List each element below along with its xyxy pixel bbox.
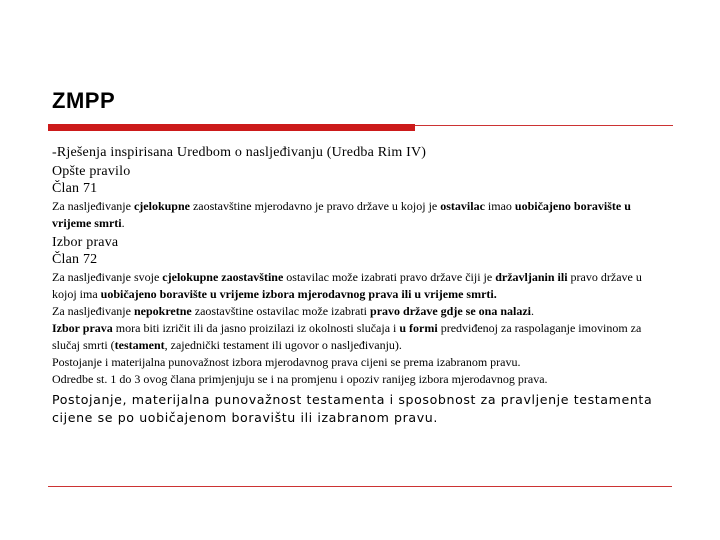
section-heading-choice-of-law: Izbor prava: [52, 235, 119, 250]
art71-text-3: imao: [484, 199, 515, 213]
article-label-71: Član 71: [52, 181, 98, 196]
art72a-bold-2: državljanin ili: [495, 270, 568, 284]
art72a-bold-1: cjelokupne zaostavštine: [162, 270, 284, 284]
art71-text-2: zaostavštine mjerodavno je pravo države u kojoj je: [189, 199, 441, 213]
art71-text-4: .: [121, 216, 125, 230]
subtitle-line: -Rješenja inspirisana Uredbom o nasljeđivanju (Uredba Rim IV): [52, 145, 427, 160]
article-72-paragraph-5: Odredbe st. 1 do 3 ovog člana primjenjuju se i na promjenu i opoziv ranijeg izbora mjerodavnog prava.: [52, 372, 548, 386]
bottom-rule-line: [48, 486, 672, 487]
article-72-paragraph-4: Postojanje i materijalna punovažnost izbora mjerodavnog prava cijeni se prema izabranom pravu.: [52, 355, 521, 369]
art72c-text-2: predviđenoj za raspolaganje imovinom za slučaj smrti (: [52, 321, 642, 352]
section-heading-general-rule: Opšte pravilo: [52, 164, 131, 179]
art71-bold-3: uobičajeno boravište u vrijeme smrti: [52, 199, 631, 230]
article-72-paragraph-1: [52, 269, 662, 303]
art72b-text-1: Za nasljeđivanje: [52, 304, 134, 318]
art71-bold-2: ostavilac: [440, 199, 485, 213]
slide-title: ZMPP: [52, 88, 116, 113]
art72c-bold-2: u formi: [399, 321, 438, 335]
title-rule-line: [415, 125, 673, 126]
closing-statement: Postojanje, materijalna punovažnost testamenta i sposobnost za pravljenje testamenta cijene se po uobičajenom boravištu ili izabranom pravu.: [52, 392, 653, 425]
art72b-text-3: .: [531, 304, 535, 318]
title-accent-bar: [48, 124, 415, 131]
art72b-bold-2: pravo države gdje se ona nalazi: [370, 304, 532, 318]
article-71-text: [52, 198, 662, 232]
art72c-text-1: mora biti izričit ili da jasno proizilazi iz okolnosti slučaja i: [112, 321, 400, 335]
art72a-bold-3: uobičajeno boravište u vrijeme izbora mjerodavnog prava ili u vrijeme smrti.: [100, 287, 497, 301]
art71-bold-1: cjelokupne: [133, 199, 190, 213]
art72c-bold-1: Izbor prava: [52, 321, 113, 335]
art72a-text-2: ostavilac može izabrati pravo države čiji je: [283, 270, 496, 284]
art72a-text-3: pravo države u kojoj ima: [52, 270, 642, 301]
article-72-paragraph-2: [52, 303, 662, 320]
art72a-text-1: Za nasljeđivanje svoje: [52, 270, 163, 284]
art71-text-1: Za nasljeđivanje: [52, 199, 134, 213]
article-label-72: Član 72: [52, 252, 98, 267]
art72c-bold-3: testament: [114, 338, 165, 352]
article-72-paragraph-3: [52, 320, 662, 354]
art72b-text-2: zaostavštine ostavilac može izabrati: [191, 304, 371, 318]
slide-content: [52, 144, 662, 426]
art72b-bold-1: nepokretne: [133, 304, 192, 318]
art72c-text-3: , zajednički testament ili ugovor o nasljeđivanju).: [164, 338, 402, 352]
